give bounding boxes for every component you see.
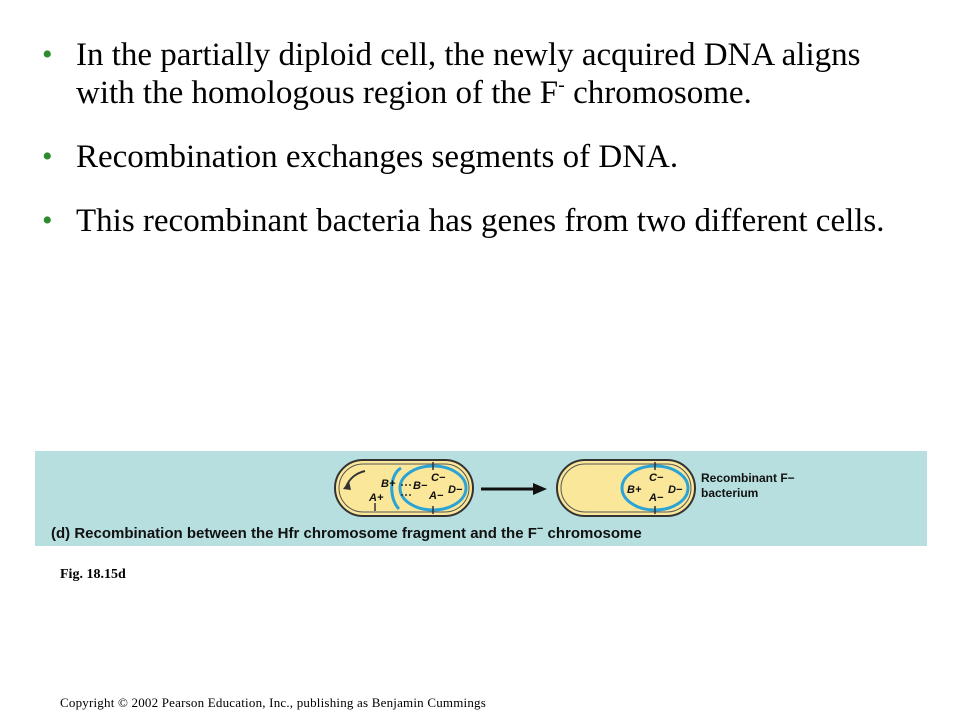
- gene-label-d-minus: D−: [668, 484, 683, 496]
- bullet-dot: •: [42, 140, 53, 173]
- copyright-notice: Copyright © 2002 Pearson Education, Inc., publishing as Benjamin Cummings: [60, 695, 486, 710]
- bullet-item-2: [40, 138, 920, 176]
- gene-label-b-minus: B−: [413, 480, 428, 492]
- gene-label-c-minus: C−: [431, 472, 446, 484]
- gene-label-a-minus: A−: [429, 490, 444, 502]
- bullet-item-3: [40, 202, 920, 240]
- caption-prefix: (d) Recombination between the Hfr chromosome fragment and the F: [51, 525, 537, 542]
- bullet-dot: •: [42, 38, 53, 71]
- bullet-text-1-tail: chromosome.: [564, 75, 752, 111]
- caption-superscript: −: [536, 523, 544, 535]
- bullet-text-3: This recombinant bacteria has genes from two different cells.: [76, 203, 885, 239]
- bullet-text-2: Recombination exchanges segments of DNA.: [76, 139, 679, 175]
- gene-label-b-plus: B+: [627, 484, 642, 496]
- recombinant-label-line1: Recombinant F−: [701, 471, 795, 485]
- bullet-text-1: In the partially diploid cell, the newly acquired DNA aligns with the homologous region of the F: [76, 37, 861, 111]
- superscript-minus: -: [558, 74, 565, 96]
- bullet-list: [40, 36, 920, 266]
- recombinant-label-line2: bacterium: [701, 486, 759, 500]
- gene-label-d-minus: D−: [448, 484, 463, 496]
- figure-caption: [51, 525, 642, 542]
- recombination-figure: [35, 451, 927, 546]
- caption-suffix: chromosome: [543, 525, 642, 542]
- bullet-item-1: [40, 36, 920, 112]
- bullet-dot: •: [42, 204, 53, 237]
- gene-label-a-plus: A+: [369, 492, 384, 504]
- gene-label-a-minus: A−: [649, 492, 664, 504]
- gene-label-b-plus: B+: [381, 478, 396, 490]
- figure-number: Fig. 18.15d: [60, 567, 126, 582]
- gene-label-c-minus: C−: [649, 472, 664, 484]
- process-arrowhead: [533, 483, 547, 495]
